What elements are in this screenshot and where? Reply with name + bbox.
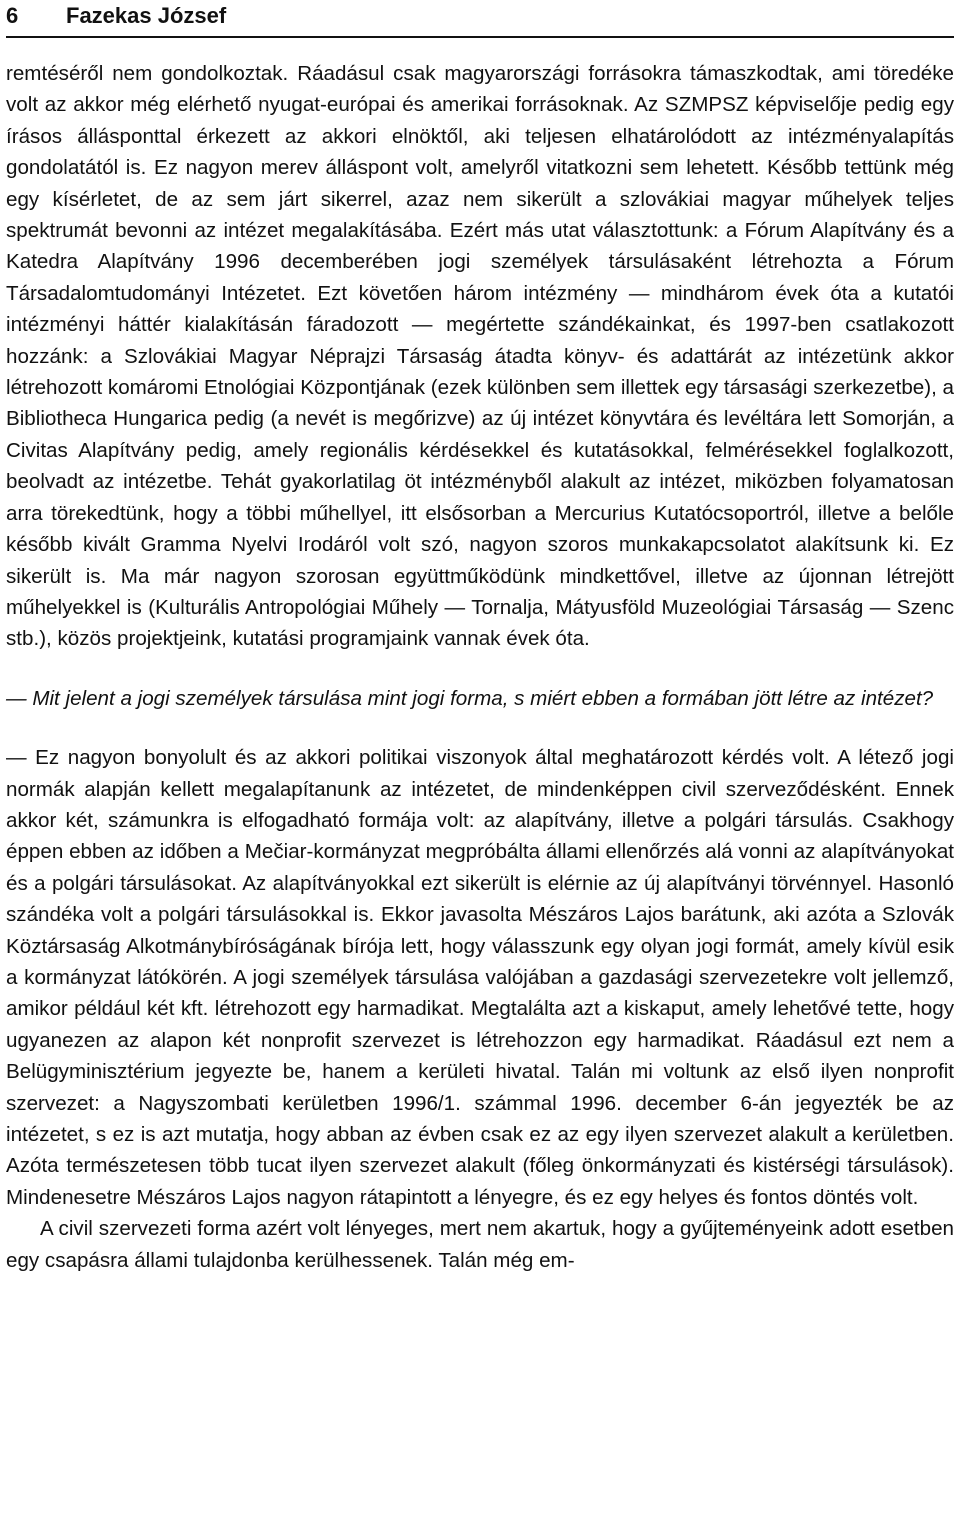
body-text xyxy=(6,58,954,1276)
interview-question: — Mit jelent a jogi személyek társulása mint jogi forma, s miért ebben a formában jött létre az intézet? xyxy=(6,686,934,710)
interview-answer: — Ez nagyon bonyolult és az akkori politikai viszonyok által meghatározott kérdés volt. A létező jogi normák alapján kellett megalapítanunk az intézetet, de mindenképpen civil szerveződésként. Ennek akkor két, számunkra is elfogadható formája volt: az alapítvány, illetve a polgári társulás. Csakhogy éppen ebben az időben a Mečiar-kormányzat megpróbálta állami ellenőrzés alá vonni az alapítványokat és a polgári társulásokat. Az alapítványokkal ezt sikerült is elérnie az új alapítványi törvénnyel. Hasonló szándéka volt a polgári társulásokkal is. Ekkor javasolta Mészáros Lajos barátunk, aki azóta a Szlovák Köztársaság Alkotmánybíróságának bírója lett, hogy válasszunk egy olyan jogi formát, amely kívül esik a kormányzat látókörén. A jogi személyek társulása valójában a gazdasági szervezetekre volt jellemző, amikor például két kft. létrehozott egy harmadikat. Megtalálta azt a kiskaput, amely lehetővé tette, hogy ugyanezen az alapon két nonprofit szervezet is létrehozzon egy harmadikat. Ráadásul ezt nem a Belügyminisztérium jegyezte be, hanem a kerületi hivatal. Talán mi voltunk az első ilyen nonprofit szervezet: a Nagyszombati kerületben 1996/1. számmal 1996. december 6-án jegyezték be az intézetet, s ez is azt mutatja, hogy abban az évben csak ez az egy ilyen szervezet alakult a kerületben. Azóta természetesen több tucat ilyen szervezet alakult (főleg önkormányzati és kistérségi társulások). Mindenesetre Mészáros Lajos nagyon rátapintott a lényegre, és ez egy helyes és fontos döntés volt. xyxy=(6,746,954,1209)
page-number: 6 xyxy=(6,3,19,28)
author-name: Fazekas József xyxy=(66,3,227,28)
running-header xyxy=(6,2,954,32)
paragraph-continuation: remtéséről nem gondolkoztak. Ráadásul csak magyarországi forrásokra támaszkodtak, ami töredéke volt az akkor még elérhető nyugat-európai és amerikai forrásoknak. Az SZMPSZ képviselője pedig egy írásos állásponttal érkezett az akkori elnöktől, aki teljesen elhatárolódott az intézményalapítás gondolatától is. Ez nagyon merev álláspont volt, amelyről vitatkozni sem lehetett. Később tettünk még egy kísérletet, de az sem járt sikerrel, azaz nem sikerült a szlovákiai magyar műhelyek teljes spektrumát bevonni az intézet megalakításába. Ezért más utat választottunk: a Fórum Alapítvány és a Katedra Alapítvány 1996 decemberében jogi személyek társulásaként létrehozta a Fórum Társadalomtudományi Intézetet. Ezt követően három intézmény — mindhárom évek óta a kutatói intézményi háttér kialakításán fáradozott — megértette szándékainkat, és 1997-ben csatlakozott hozzánk: a Szlovákiai Magyar Néprajzi Társaság átadta könyv- és adattárát az intézetünk akkor létrehozott komáromi Etnológiai Központjának (ezek különben sem illettek egy társasági szerkezetbe), a Bibliotheca Hungarica pedig (a nevét is megőrizve) az új intézet könyvtára és levéltára lett Somorján, a Civitas Alapítvány pedig, amely regionális kérdésekkel és kutatásokkal, felmérésekkel foglalkozott, beolvadt az intézetbe. Tehát gyakorlatilag öt intézményből alakult az intézet, miközben folyamatosan arra törekedtünk, hogy a többi műhellyel, itt elsősorban a Mercurius Kutatócsoportról, illetve a belőle később kivált Gramma Nyelvi Irodáról volt szó, nagyon szoros munkakapcsolatot alakítsunk ki. Ez sikerült is. Ma már nagyon szorosan együttműködünk mindkettővel, illetve az újonnan létrejött műhelyekkel is (Kulturális Antropológiai Műhely — Tornalja, Mátyusföld Muzeológiai Társaság — Szenc stb.), közös projektjeink, kutatási programjaink vannak évek óta. xyxy=(6,62,954,651)
header-divider xyxy=(6,36,954,38)
paragraph-civil-form: A civil szervezeti forma azért volt lényeges, mert nem akartuk, hogy a gyűjteményeink adott esetben egy csapásra állami tulajdonba kerülhessenek. Talán még em- xyxy=(6,1217,954,1272)
